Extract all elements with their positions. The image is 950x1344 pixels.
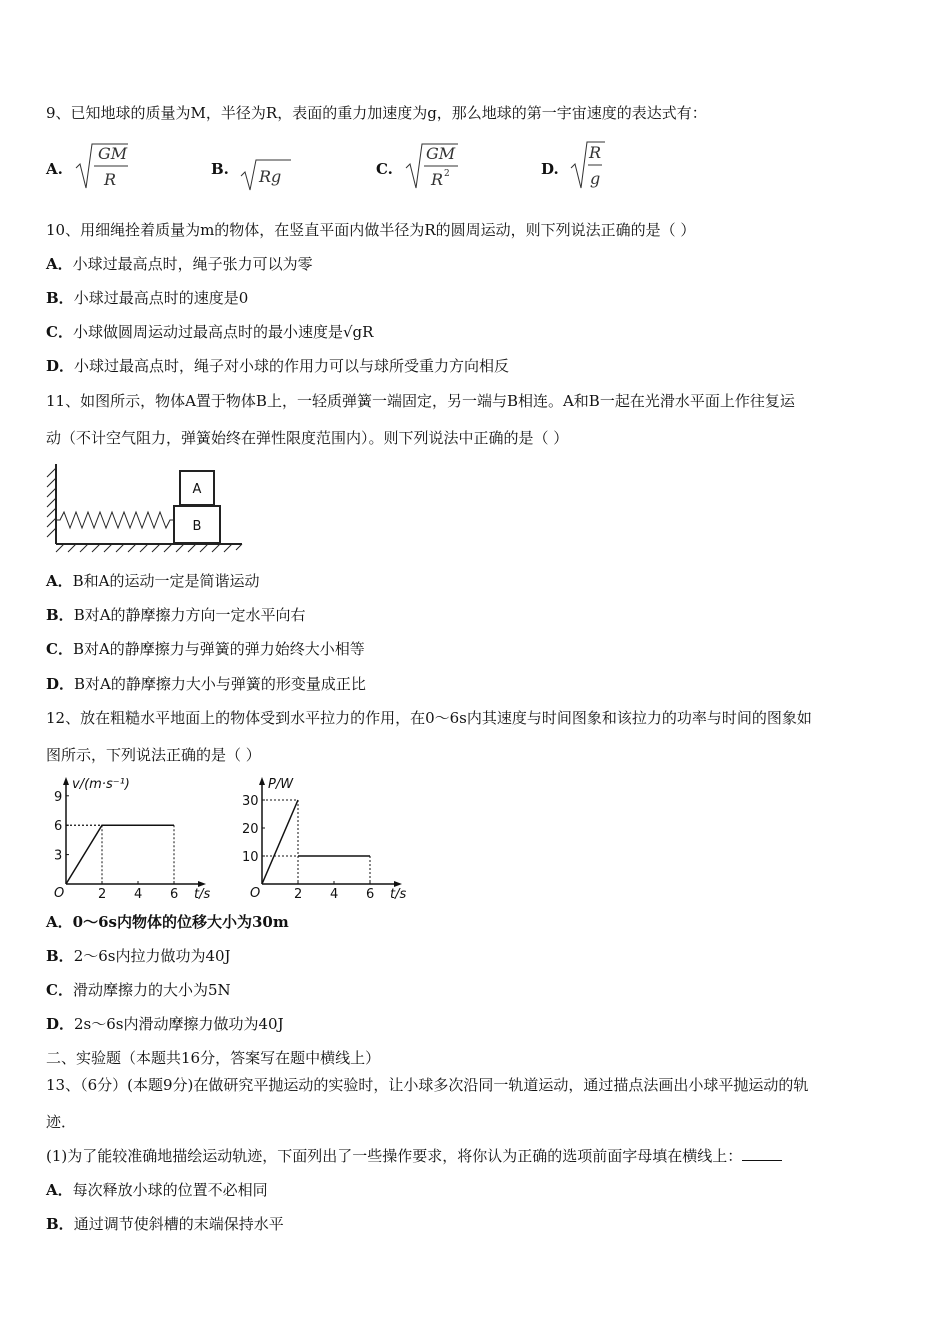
q12-stem-line1: 12、放在粗糙水平地面上的物体受到水平拉力的作用，在0～6s内其速度与时间图象和该拉力的功率与时间的图象如	[46, 709, 812, 727]
data-line	[262, 800, 298, 884]
q13-option-b[interactable]: B．通过调节使斜槽的末端保持水平	[46, 1215, 284, 1233]
y-tick-label: 3	[54, 848, 63, 864]
q11-option-b[interactable]: B．B对A的静摩擦力方向一定水平向右	[46, 606, 306, 624]
option-label: C.	[376, 160, 393, 178]
y-axis-arrow	[259, 777, 265, 785]
q9-stem: 9、已知地球的质量为M，半径为R，表面的重力加速度为g，那么地球的第一宇宙速度的表达式有：	[46, 104, 707, 122]
option-label: B.	[211, 160, 229, 178]
data-line	[66, 825, 174, 884]
radicand: Rg	[259, 167, 282, 186]
denominator: R	[104, 170, 117, 189]
q13-option-a[interactable]: A．每次释放小球的位置不必相同	[46, 1181, 268, 1199]
wall-hatching	[47, 468, 56, 537]
y-axis-arrow	[63, 777, 69, 785]
y-tick-label: 30	[242, 794, 259, 809]
q10-option-b[interactable]: B．小球过最高点时的速度是0	[46, 289, 249, 307]
numerator: R	[589, 143, 602, 162]
y-tick-label: 9	[54, 789, 63, 805]
q10-stem: 10、用细绳拴着质量为m的物体，在竖直平面内做半径为R的圆周运动，则下列说法正确的是（ ）	[46, 221, 696, 239]
y-tick-label: 20	[242, 822, 259, 837]
denominator: R	[431, 170, 444, 189]
x-axis-label: t/s	[194, 887, 211, 900]
block-b-label: B	[192, 519, 202, 534]
denominator: g	[590, 169, 601, 188]
numerator: GM	[98, 144, 128, 163]
q12-stem-line2: 图所示，下列说法正确的是（ ）	[46, 746, 261, 764]
origin-label: O	[250, 886, 261, 900]
option-label: D.	[541, 160, 559, 178]
q9-options	[46, 138, 666, 196]
origin-label: O	[54, 886, 65, 900]
exponent: 2	[444, 169, 450, 179]
q11-option-d[interactable]: D．B对A的静摩擦力大小与弹簧的形变量成正比	[46, 675, 366, 693]
power-time-chart	[240, 776, 415, 900]
q11-option-c[interactable]: C．B对A的静摩擦力与弹簧的弹力始终大小相等	[46, 640, 365, 658]
floor-hatching	[56, 544, 242, 552]
sqrt-fraction-formula	[404, 138, 484, 196]
q11-stem-line2: 动（不计空气阻力，弹簧始终在弹性限度范围内）。则下列说法中正确的是（ ）	[46, 429, 569, 447]
sqrt-fraction-formula	[74, 138, 154, 196]
q12-option-c[interactable]: C．滑动摩擦力的大小为5N	[46, 981, 231, 999]
q12-option-a[interactable]: A．0～6s内物体的位移大小为30m	[46, 913, 289, 931]
q11-stem-line1: 11、如图所示，物体A置于物体B上，一轻质弹簧一端固定，另一端与B相连。A和B一起在光滑水平面上作往复运	[46, 392, 795, 410]
velocity-time-chart	[44, 776, 214, 900]
x-tick-label: 4	[330, 887, 339, 900]
sqrt-formula	[239, 138, 319, 196]
q11-option-a[interactable]: A．B和A的运动一定是简谐运动	[46, 572, 260, 590]
spring	[56, 512, 174, 528]
x-tick-label: 2	[294, 887, 303, 900]
q10-option-a[interactable]: A．小球过最高点时，绳子张力可以为零	[46, 255, 313, 273]
q10-option-d[interactable]: D．小球过最高点时，绳子对小球的作用力可以与球所受重力方向相反	[46, 357, 510, 375]
y-tick-label: 6	[54, 819, 63, 835]
x-tick-label: 6	[170, 887, 179, 900]
y-tick-label: 10	[242, 850, 259, 865]
answer-blank[interactable]	[742, 1146, 782, 1161]
spring-block-figure	[44, 460, 244, 554]
y-axis-label: P/W	[268, 777, 294, 792]
x-tick-label: 2	[98, 887, 107, 900]
section-heading: 二、实验题（本题共16分，答案写在题中横线上）	[46, 1049, 381, 1067]
option-label: A.	[46, 160, 63, 178]
q10-option-c[interactable]: C．小球做圆周运动过最高点时的最小速度是√gR	[46, 323, 374, 341]
sqrt-fraction-formula	[569, 138, 649, 196]
numerator: GM	[426, 144, 456, 163]
q12-option-b[interactable]: B．2～6s内拉力做功为40J	[46, 947, 231, 965]
q13-stem-line2: 迹．	[46, 1113, 77, 1131]
q13-stem-line1: 13、（6分）(本题9分)在做研究平抛运动的实验时，让小球多次沿同一轨道运动，通过描点法画出小球平抛运动的轨	[46, 1076, 809, 1094]
block-a-label: A	[192, 482, 202, 497]
q12-option-d[interactable]: D．2s～6s内滑动摩擦力做功为40J	[46, 1015, 284, 1033]
x-tick-label: 6	[366, 887, 375, 900]
q13-sub1: (1)为了能较准确地描绘运动轨迹，下面列出了一些操作要求，将你认为正确的选项前面字母填在横线上：	[46, 1146, 782, 1166]
x-tick-label: 4	[134, 887, 143, 900]
x-axis-label: t/s	[390, 887, 407, 900]
y-axis-label: v/(m·s⁻¹)	[72, 777, 130, 792]
